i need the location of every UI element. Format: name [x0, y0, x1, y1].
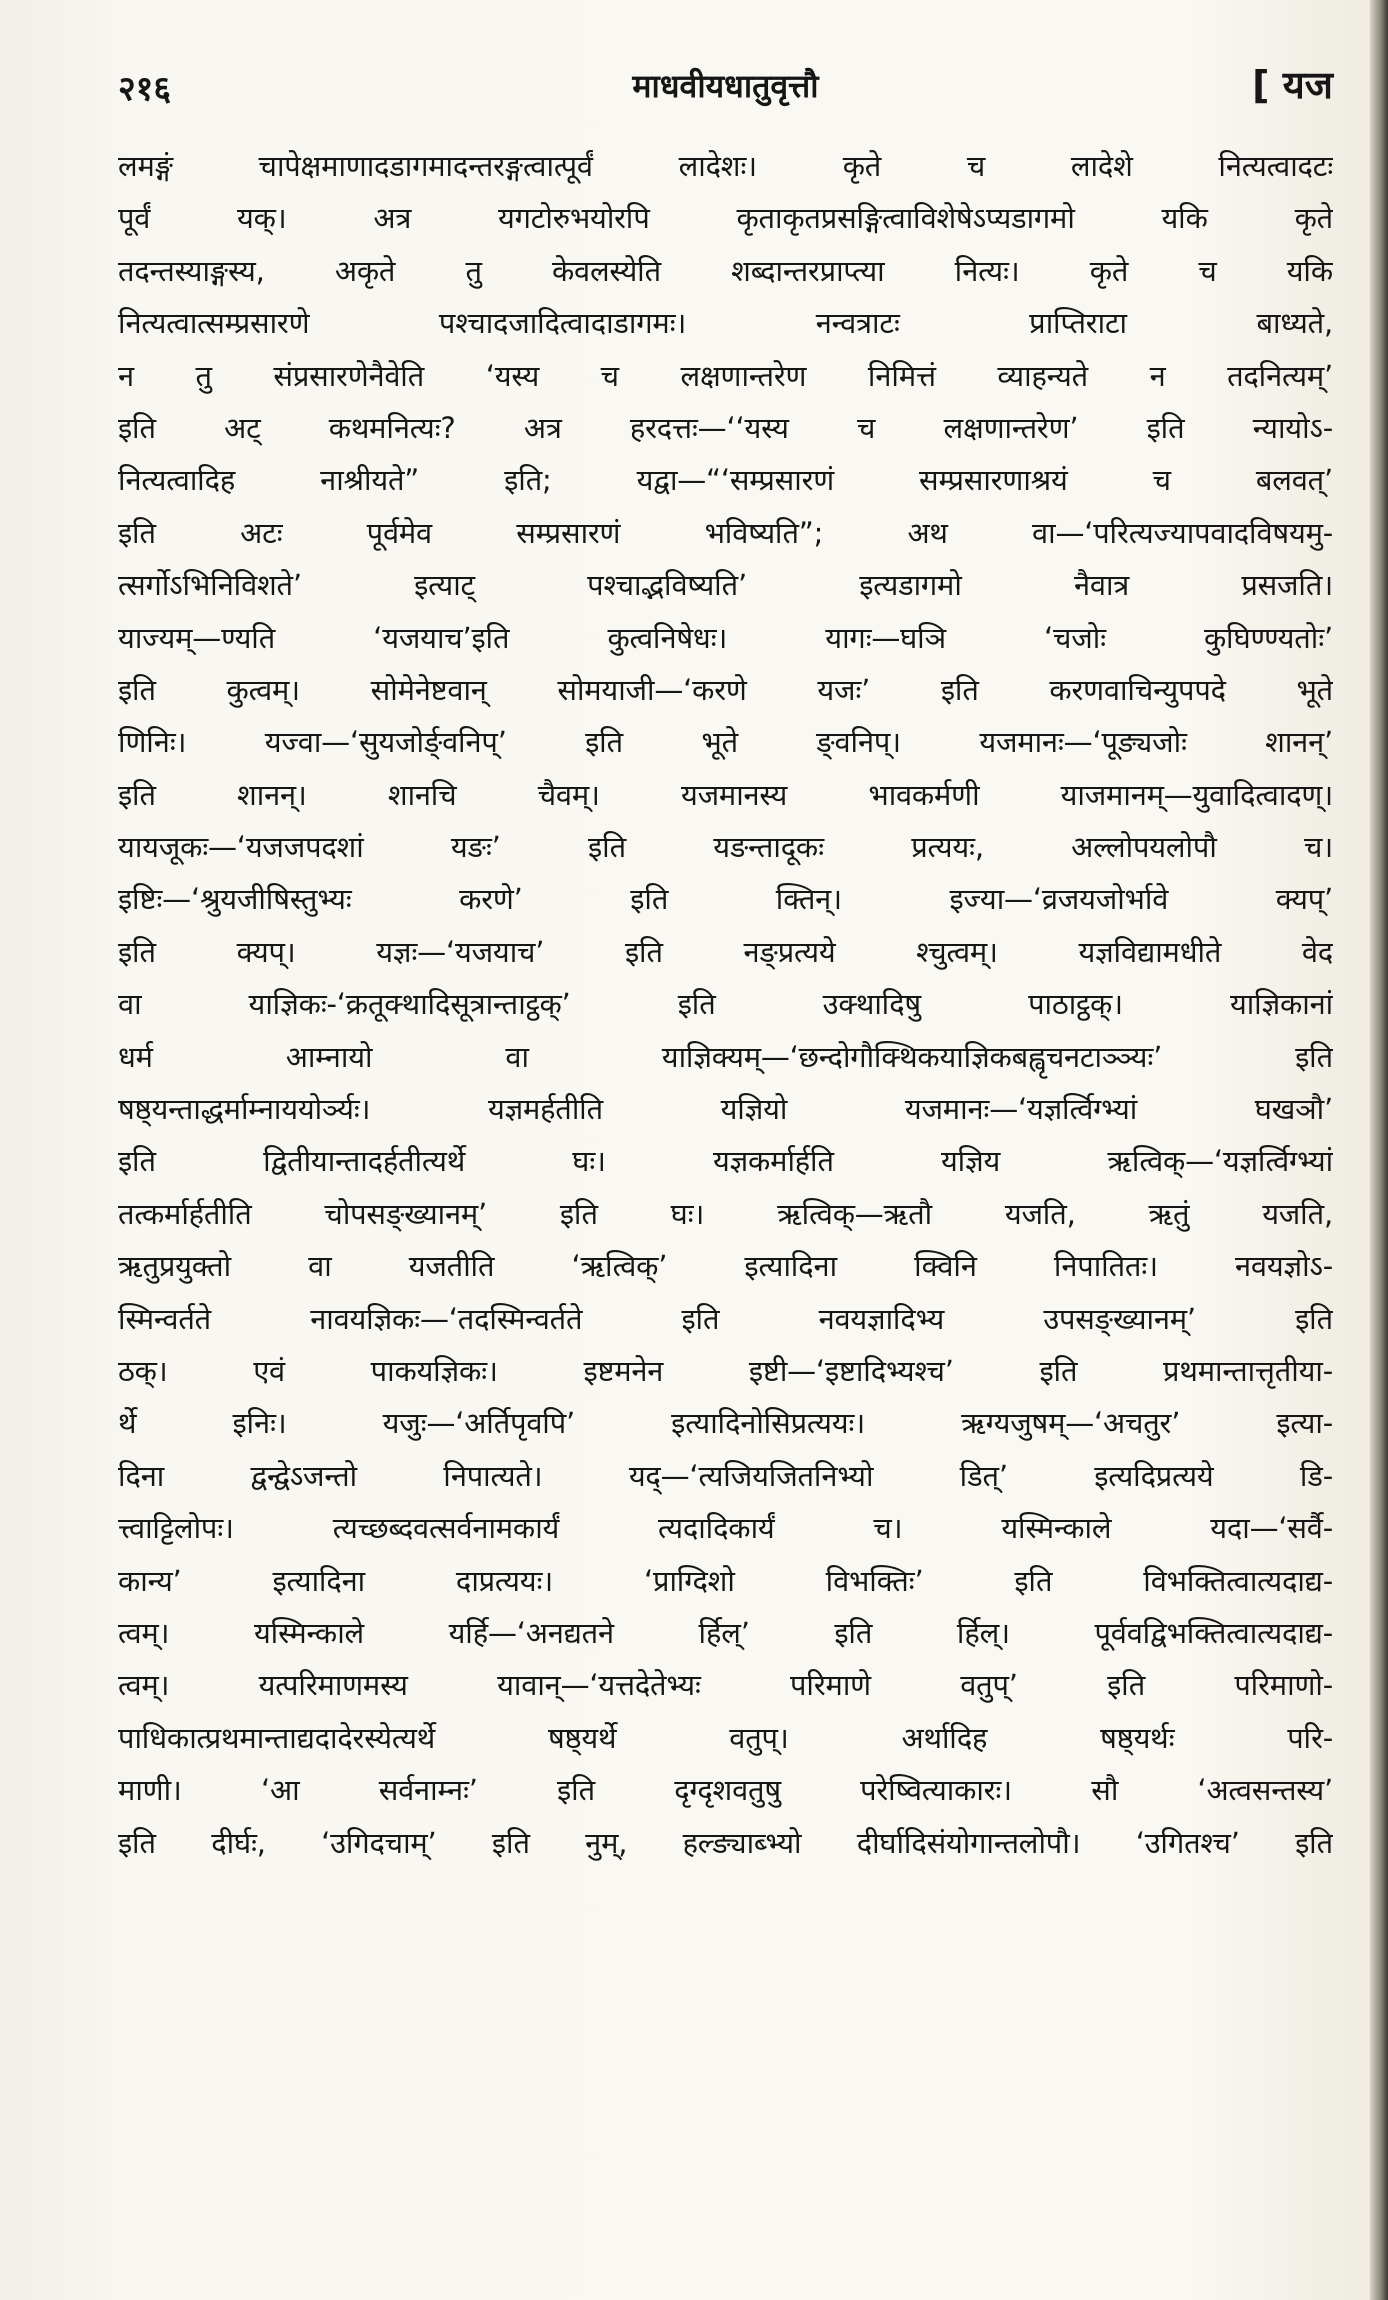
text-line: तदन्तस्याङ्गस्य, अकृते तु केवलस्येति शब्दान्तरप्राप्त्या नित्यः। कृते च यकि: [118, 253, 1333, 288]
text-line: नित्यत्वादिह नाश्रीयते” इति; यद्वा—“‘सम्प्रसारणं सम्प्रसारणाश्रयं च बलवत्’: [118, 463, 1333, 498]
text-line: त्त्वाट्टिलोपः। त्यच्छब्दवत्सर्वनामकार्यं त्यदादिकार्यं च। यस्मिन्काले यदा—‘सर्वै-: [118, 1511, 1333, 1546]
text-line: न तु संप्रसारणेनैवेति ‘यस्य च लक्षणान्तरेण निमित्तं व्याहन्यते न तदनित्यम्’: [118, 358, 1333, 393]
text-line: इति कुत्वम्। सोमेनेष्टवान् सोमयाजी—‘करणे यजः’ इति करणवाचिन्युपपदे भूते: [118, 672, 1333, 707]
text-line: इष्टिः—‘श्रुयजीषिस्तुभ्यः करणे’ इति क्तिन्। इज्या—‘व्रजयजोर्भावे क्यप्’: [118, 882, 1333, 917]
text-line: इति शानन्। शानचि चैवम्। यजमानस्य भावकर्मणी याजमानम्—युवादित्वादण्।: [118, 777, 1333, 812]
book-spine-shadow: [1370, 0, 1388, 2300]
text-line: नित्यत्वात्सम्प्रसारणे पश्चादजादित्वादाडागमः। नन्वत्राटः प्राप्तिराटा बाध्यते,: [118, 306, 1333, 341]
text-line: इति अटः पूर्वमेव सम्प्रसारणं भविष्यति”; अथ वा—‘परित्यज्यापवादविषयमु-: [118, 515, 1333, 550]
text-line: यायजूकः—‘यजजपदशां यङः’ इति यङन्तादूकः प्रत्ययः, अल्लोपयलोपौ च।: [118, 830, 1333, 865]
text-line: इति द्वितीयान्तादर्हतीत्यर्थे घः। यज्ञकर्मार्हति यज्ञिय ऋत्विक्—‘यज्ञर्त्विग्भ्यां: [118, 1144, 1333, 1179]
text-line: षष्ठ्यन्ताद्धर्माम्नाययोर्ञ्यः। यज्ञमर्हतीति यज्ञियो यजमानः—‘यज्ञर्त्विग्भ्यां घखञौ’: [118, 1092, 1333, 1127]
text-line: कान्य’ इत्यादिना दाप्रत्ययः। ‘प्राग्दिशो विभक्तिः’ इति विभक्तित्वात्यदाद्य-: [118, 1563, 1333, 1598]
page-number: २१६: [118, 69, 172, 109]
text-line: पूर्वं यक्। अत्र यगटोरुभयोरपि कृताकृतप्रसङ्गित्वाविशेषेऽप्यडागमो यकि कृते: [118, 201, 1333, 236]
text-line: तत्कर्मार्हतीति चोपसङ्ख्यानम्’ इति घः। ऋत्विक्—ऋतौ यजति, ऋतुं यजति,: [118, 1196, 1333, 1231]
text-line: त्वम्। यस्मिन्काले यर्हि—‘अनद्यतने र्हिल्’ इति र्हिल्। पूर्ववद्विभक्तित्वात्यदाद्य-: [118, 1615, 1333, 1650]
text-line: र्थे इनिः। यजुः—‘अर्तिपृवपि’ इत्यादिनोसिप्रत्ययः। ऋग्यजुषम्—‘अचतुर’ इत्या-: [118, 1406, 1333, 1441]
running-title: माधवीयधातुवृत्तौ: [632, 67, 819, 105]
text-line: माणी। ‘आ सर्वनाम्नः’ इति दृग्दृशवतुषु परेष्वित्याकारः। सौ ‘अत्वसन्तस्य’: [118, 1773, 1333, 1808]
text-line: ठक्। एवं पाकयज्ञिकः। इष्टमनेन इष्टी—‘इष्टादिभ्यश्च’ इति प्रथमान्तात्तृतीया-: [118, 1353, 1333, 1388]
page-header: [118, 58, 1333, 118]
running-head-root: [ यज: [1252, 63, 1333, 107]
text-line: इति अट् कथमनित्यः? अत्र हरदत्तः—‘‘यस्य च लक्षणान्तरेण’ इति न्यायोऽ-: [118, 410, 1333, 445]
text-line: ऋतुप्रयुक्तो वा यजतीति ‘ऋत्विक्’ इत्यादिना क्विनि निपातितः। नवयज्ञोऽ-: [118, 1249, 1333, 1284]
text-line: याज्यम्—ण्यति ‘यजयाच’इति कुत्वनिषेधः। यागः—घञि ‘चजोः कुघिण्ण्यतोः’: [118, 620, 1333, 655]
text-body: [118, 140, 1333, 1869]
text-line: पाधिकात्प्रथमान्ताद्यदादेरस्येत्यर्थे षष्ठ्यर्थे वतुप्। अर्थादिह षष्ठ्यर्थः परि-: [118, 1720, 1333, 1755]
text-line: लमङ्गं चापेक्षमाणादडागमादन्तरङ्गत्वात्पूर्वं लादेशः। कृते च लादेशे नित्यत्वादटः: [118, 149, 1333, 183]
text-line: दिना द्वन्द्वेऽजन्तो निपात्यते। यद्—‘त्यजियजितनिभ्यो डित्’ इत्यदिप्रत्यये डि-: [118, 1458, 1333, 1493]
text-line: वा याज्ञिकः-‘क्रतूक्थादिसूत्रान्ताट्ठक्’ इति उक्थादिषु पाठाट्ठक्। याज्ञिकानां: [118, 987, 1333, 1022]
text-line: णिनिः। यज्वा—‘सुयजोर्ङ्वनिप्’ इति भूते ङ्वनिप्। यजमानः—‘पूङ्यजोः शानन्’: [118, 725, 1333, 760]
text-line: त्सर्गोऽभिनिविशते’ इत्याट् पश्चाद्भविष्यति’ इत्यडागमो नैवात्र प्रसजति।: [118, 568, 1333, 603]
text-line: धर्म आम्नायो वा याज्ञिक्यम्—‘छन्दोगौक्थिकयाज्ञिकबह्वृचनटाञ्ञ्यः’ इति: [118, 1039, 1333, 1074]
text-line: स्मिन्वर्तते नावयज्ञिकः—‘तदस्मिन्वर्तते इति नवयज्ञादिभ्य उपसङ्ख्यानम्’ इति: [118, 1301, 1333, 1336]
text-line: इति दीर्घः, ‘उगिदचाम्’ इति नुम्, हल्ङ्याब्भ्यो दीर्घादिसंयोगान्तलोपौ। ‘उगितश्च’ इति: [118, 1825, 1333, 1860]
text-line: त्वम्। यत्परिमाणमस्य यावान्—‘यत्तदेतेभ्यः परिमाणे वतुप्’ इति परिमाणो-: [118, 1668, 1333, 1703]
text-line: इति क्यप्। यज्ञः—‘यजयाच’ इति नङ्प्रत्यये श्चुत्वम्। यज्ञविद्यामधीते वेद: [118, 934, 1333, 969]
